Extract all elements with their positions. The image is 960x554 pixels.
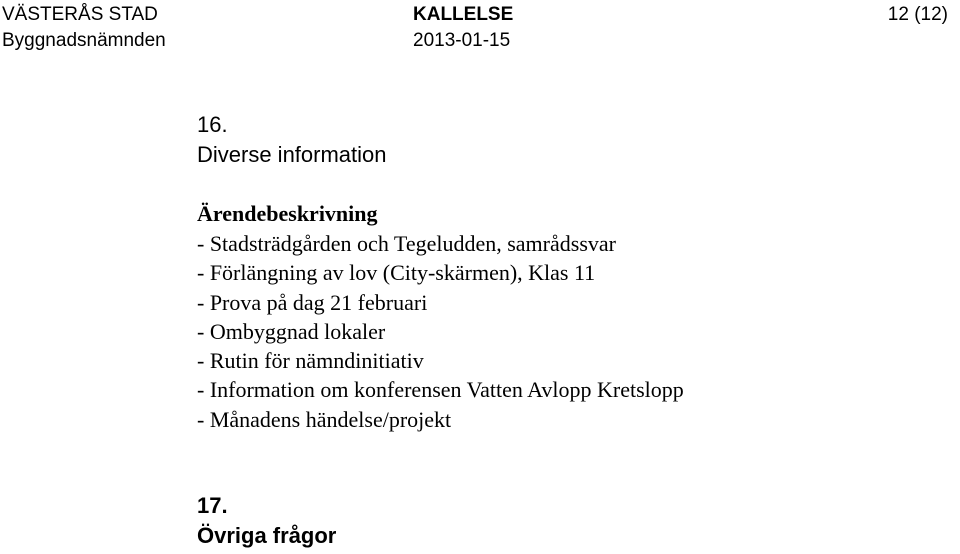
agenda-item-number: 16. (197, 112, 228, 137)
item-16-description (197, 199, 684, 434)
page-number: 12 (12) (887, 4, 948, 25)
section-heading: Ärendebeskrivning (197, 201, 378, 226)
list-item: - Ombyggnad lokaler (197, 318, 386, 344)
agenda-item-16 (197, 110, 387, 170)
document-header (0, 0, 960, 60)
department-name: Byggnadsnämnden (2, 30, 166, 51)
list-item: - Information om konferensen Vatten Avlopp Kretslopp (197, 377, 684, 403)
list-item: - Rutin för nämndinitiativ (197, 348, 424, 374)
information-list (197, 229, 684, 434)
agenda-item-title: Övriga frågor (197, 523, 337, 548)
document-type: KALLELSE (413, 4, 514, 25)
list-item: - Stadsträdgården och Tegeludden, samrådssvar (197, 231, 616, 256)
document-date: 2013-01-15 (413, 30, 511, 51)
organization-name: VÄSTERÅS STAD (2, 4, 158, 25)
list-item: - Månadens händelse/projekt (197, 406, 452, 432)
agenda-item-title: Diverse information (197, 142, 387, 167)
agenda-item-17 (197, 491, 336, 551)
list-item: - Prova på dag 21 februari (197, 289, 428, 315)
agenda-item-number: 17. (197, 493, 228, 518)
list-item: - Förlängning av lov (City-skärmen), Klas 11 (197, 260, 596, 286)
